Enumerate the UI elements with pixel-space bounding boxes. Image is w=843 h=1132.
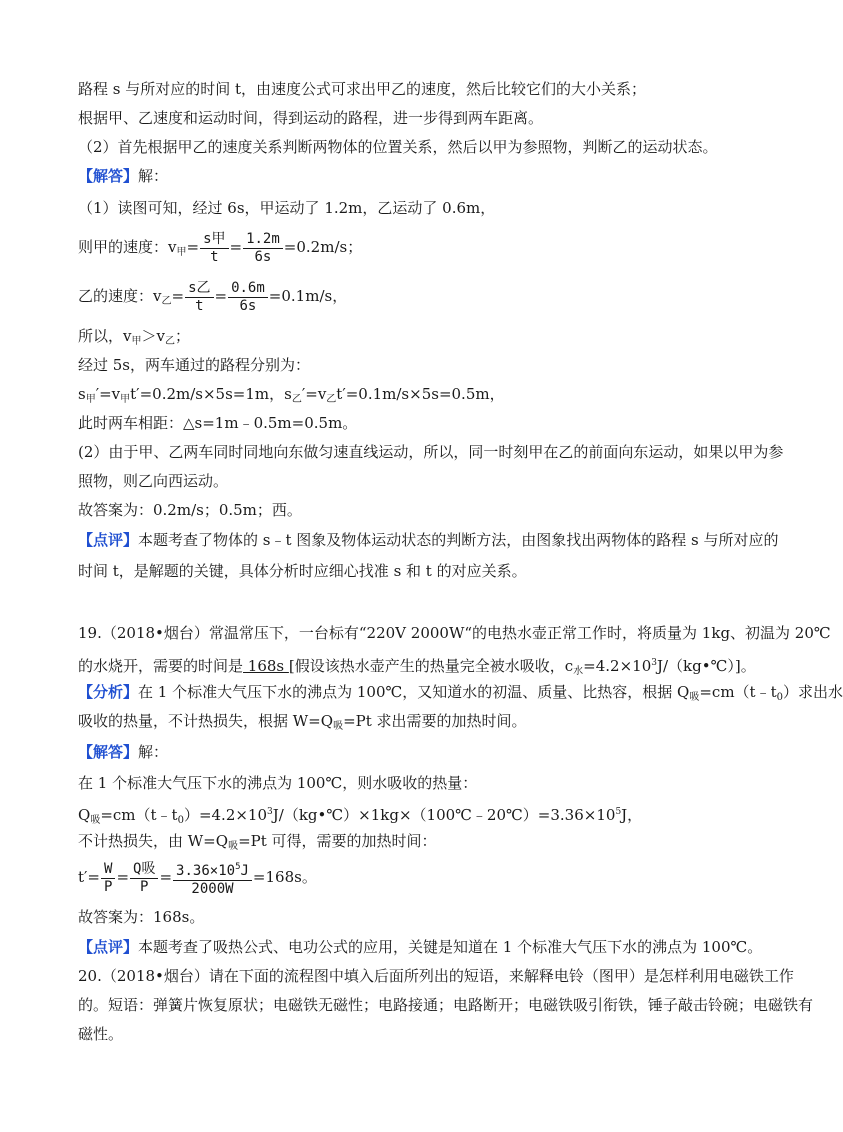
solution-heading-1	[78, 166, 168, 186]
v-jia-eq: =	[186, 238, 200, 256]
formula-v-jia	[78, 229, 362, 271]
v-jia-eq2: =	[229, 238, 243, 256]
fraction-s-jia-over-t	[200, 231, 228, 266]
text: =4.2×10	[583, 657, 652, 675]
analysis-line-3: （2）首先根据甲乙的速度关系判断两物体的位置关系，然后以甲为参照物，判断乙的运动状态。	[78, 138, 718, 156]
fraction-w-over-p	[101, 861, 115, 896]
text: 不计热损失，由 W=Q	[78, 832, 229, 850]
text: ′=v	[301, 385, 327, 403]
part2-line-1: (2）由于甲、乙两车同时同地向东做匀速直线运动，所以，同一时刻甲在乙的前面向东运动，如果以甲为参	[78, 443, 784, 461]
v-jia-prefix: 则甲的速度：v	[78, 238, 177, 256]
fraction-numerator: 0.6m	[228, 280, 268, 298]
question-20-line-2: 的。短语：弹簧片恢复原状；电磁铁无磁性；电路接通；电路断开；电磁铁吸引衔铁，锤子敲击铃碗；电磁铁有	[78, 996, 814, 1014]
solution-tag: 【解答】	[78, 167, 139, 185]
text: [假设该热水壶产生的热量完全被水吸收，c	[288, 657, 574, 675]
fraction-numerator: W	[101, 861, 115, 879]
subscript: 乙	[291, 394, 302, 405]
superscript: 5	[235, 861, 241, 872]
fraction-heat-over-power	[173, 859, 252, 898]
comment-tag: 【点评】	[78, 531, 139, 549]
fraction-denominator: P	[104, 878, 113, 895]
solution-tag: 【解答】	[78, 743, 139, 761]
subscript: 0	[776, 692, 783, 703]
subscript: 吸	[333, 721, 344, 732]
formula-time	[78, 858, 317, 898]
subscript: 乙	[326, 394, 337, 405]
solution-label: 解：	[138, 743, 169, 761]
superscript: 5	[615, 807, 622, 817]
text: ′=v	[95, 385, 121, 403]
analysis-19-line-2	[78, 711, 527, 737]
text: t′=0.1m/s×5s=0.5m，	[336, 385, 505, 403]
solution-heading-2	[78, 742, 168, 762]
analysis-19-line-1	[78, 682, 843, 708]
fraction-0-6m-over-6s	[228, 280, 268, 315]
subscript: 0	[177, 815, 184, 826]
text: =168s。	[252, 868, 317, 886]
fraction-denominator: t	[210, 248, 219, 265]
text: =	[116, 868, 130, 886]
text: s	[78, 385, 86, 403]
text: ）=4.2×10	[183, 806, 268, 824]
fraction-denominator: t	[195, 297, 204, 314]
comment-tag: 【点评】	[78, 938, 139, 956]
comment-19	[78, 937, 762, 957]
text: ；	[174, 327, 190, 345]
fraction-numerator	[173, 859, 252, 881]
text: =	[159, 868, 173, 886]
text: 吸收的热量，不计热损失，根据 W=Q	[78, 712, 334, 730]
v-yi-prefix: 乙的速度：v	[78, 287, 162, 305]
text: t′=0.2m/s×5s=1m，s	[130, 385, 292, 403]
text: t′=	[78, 868, 101, 886]
text: 3.36×10	[176, 862, 236, 879]
fraction-1-2m-over-6s	[243, 231, 283, 266]
v-jia-sub: 甲	[176, 247, 187, 258]
text: ＞v	[141, 327, 165, 345]
subscript: 水	[573, 666, 584, 677]
answer-line-19: 故答案为：168s。	[78, 908, 205, 926]
text: Q	[78, 806, 91, 824]
distance-formula-line	[78, 384, 505, 410]
fraction-numerator: s乙	[185, 280, 213, 298]
analysis-line-2: 根据甲、乙速度和运动时间，得到运动的路程，进一步得到两车距离。	[78, 109, 544, 127]
subscript: 吸	[228, 841, 239, 852]
subscript: 吸	[689, 692, 700, 703]
v-yi-result: =0.1m/s，	[268, 287, 348, 305]
question-20-line-1: 20.（2018•烟台）请在下面的流程图中填入后面所列出的短语，来解释电铃（图甲）是怎样利用电磁铁工作	[78, 967, 794, 985]
analysis-line-1: 路程 s 与所对应的时间 t，由速度公式可求出甲乙的速度，然后比较它们的大小关系；	[78, 80, 647, 98]
text: =Pt 求出需要的加热时间。	[343, 712, 527, 730]
text: 所以，v	[78, 327, 132, 345]
fraction-numerator: Q吸	[130, 861, 158, 879]
fraction-s-yi-over-t	[185, 280, 213, 315]
text: =cm（t﹣t	[100, 806, 178, 824]
answer-line-18: 故答案为：0.2m/s；0.5m；西。	[78, 501, 302, 519]
heat-formula-line	[78, 802, 642, 831]
fraction-q-over-p	[130, 861, 158, 896]
question-19-line-2	[78, 653, 756, 682]
comment-line-1	[78, 530, 779, 550]
fraction-numerator: 1.2m	[243, 231, 283, 249]
text: =Pt 可得，需要的加热时间：	[238, 832, 437, 850]
part2-line-2: 照物，则乙向西运动。	[78, 472, 229, 490]
solution-label: 解：	[138, 167, 169, 185]
analysis-tag: 【分析】	[78, 683, 139, 701]
answer-blank: 168s	[243, 657, 289, 675]
no-heat-loss-line	[78, 831, 437, 857]
subscript: 乙	[164, 336, 175, 347]
distance-result-line: 此时两车相距：△s=1m﹣0.5m=0.5m。	[78, 414, 358, 432]
question-20-line-3: 磁性。	[78, 1025, 124, 1043]
text: J，	[621, 806, 643, 824]
comment-text: 本题考查了吸热公式、电功公式的应用，关键是知道在 1 个标准大气压下水的沸点为 100℃。	[138, 938, 763, 956]
text: 在 1 个标准大气压下水的沸点为 100℃，又知道水的初温、质量、比热容，根据 Q	[138, 683, 690, 701]
subscript: 吸	[90, 815, 101, 826]
v-yi-eq: =	[171, 287, 185, 305]
text: J	[240, 862, 249, 879]
text: ）求出水	[782, 683, 843, 701]
subscript: 甲	[131, 336, 142, 347]
superscript: 3	[267, 807, 273, 817]
comment-text: 本题考查了物体的 s﹣t 图象及物体运动状态的判断方法，由图象找出两物体的路程 s 与所对应的	[138, 531, 779, 549]
subscript: 甲	[85, 394, 96, 405]
v-yi-eq2: =	[214, 287, 228, 305]
text: =cm（t﹣t	[699, 683, 777, 701]
fraction-denominator: P	[140, 878, 149, 895]
boiling-point-line: 在 1 个标准大气压下水的沸点为 100℃，则水吸收的热量：	[78, 774, 478, 792]
text: 的水烧开，需要的时间是	[78, 657, 244, 675]
formula-v-yi	[78, 278, 347, 320]
text: J/（kg•℃）]。	[656, 657, 756, 675]
v-yi-sub: 乙	[161, 296, 172, 307]
distance-intro-line: 经过 5s，两车通过的路程分别为：	[78, 356, 311, 374]
fraction-numerator: s甲	[200, 231, 228, 249]
comment-line-2: 时间 t，是解题的关键，具体分析时应细心找准 s 和 t 的对应关系。	[78, 562, 527, 580]
fraction-denominator: 2000W	[191, 880, 234, 897]
subscript: 甲	[120, 394, 131, 405]
superscript: 3	[651, 658, 657, 668]
fraction-denominator: 6s	[254, 248, 272, 265]
solution-line-read: （1）读图可知，经过 6s，甲运动了 1.2m，乙运动了 0.6m，	[78, 199, 496, 217]
comparison-line	[78, 326, 190, 352]
v-jia-result: =0.2m/s；	[283, 238, 363, 256]
fraction-denominator: 6s	[239, 297, 257, 314]
question-19-line-1: 19.（2018•烟台）常温常压下，一台标有“220V 2000W“的电热水壶正常工作时，将质量为 1kg、初温为 20℃	[78, 624, 831, 642]
text: J/（kg•℃）×1kg×（100℃﹣20℃）=3.36×10	[272, 806, 616, 824]
